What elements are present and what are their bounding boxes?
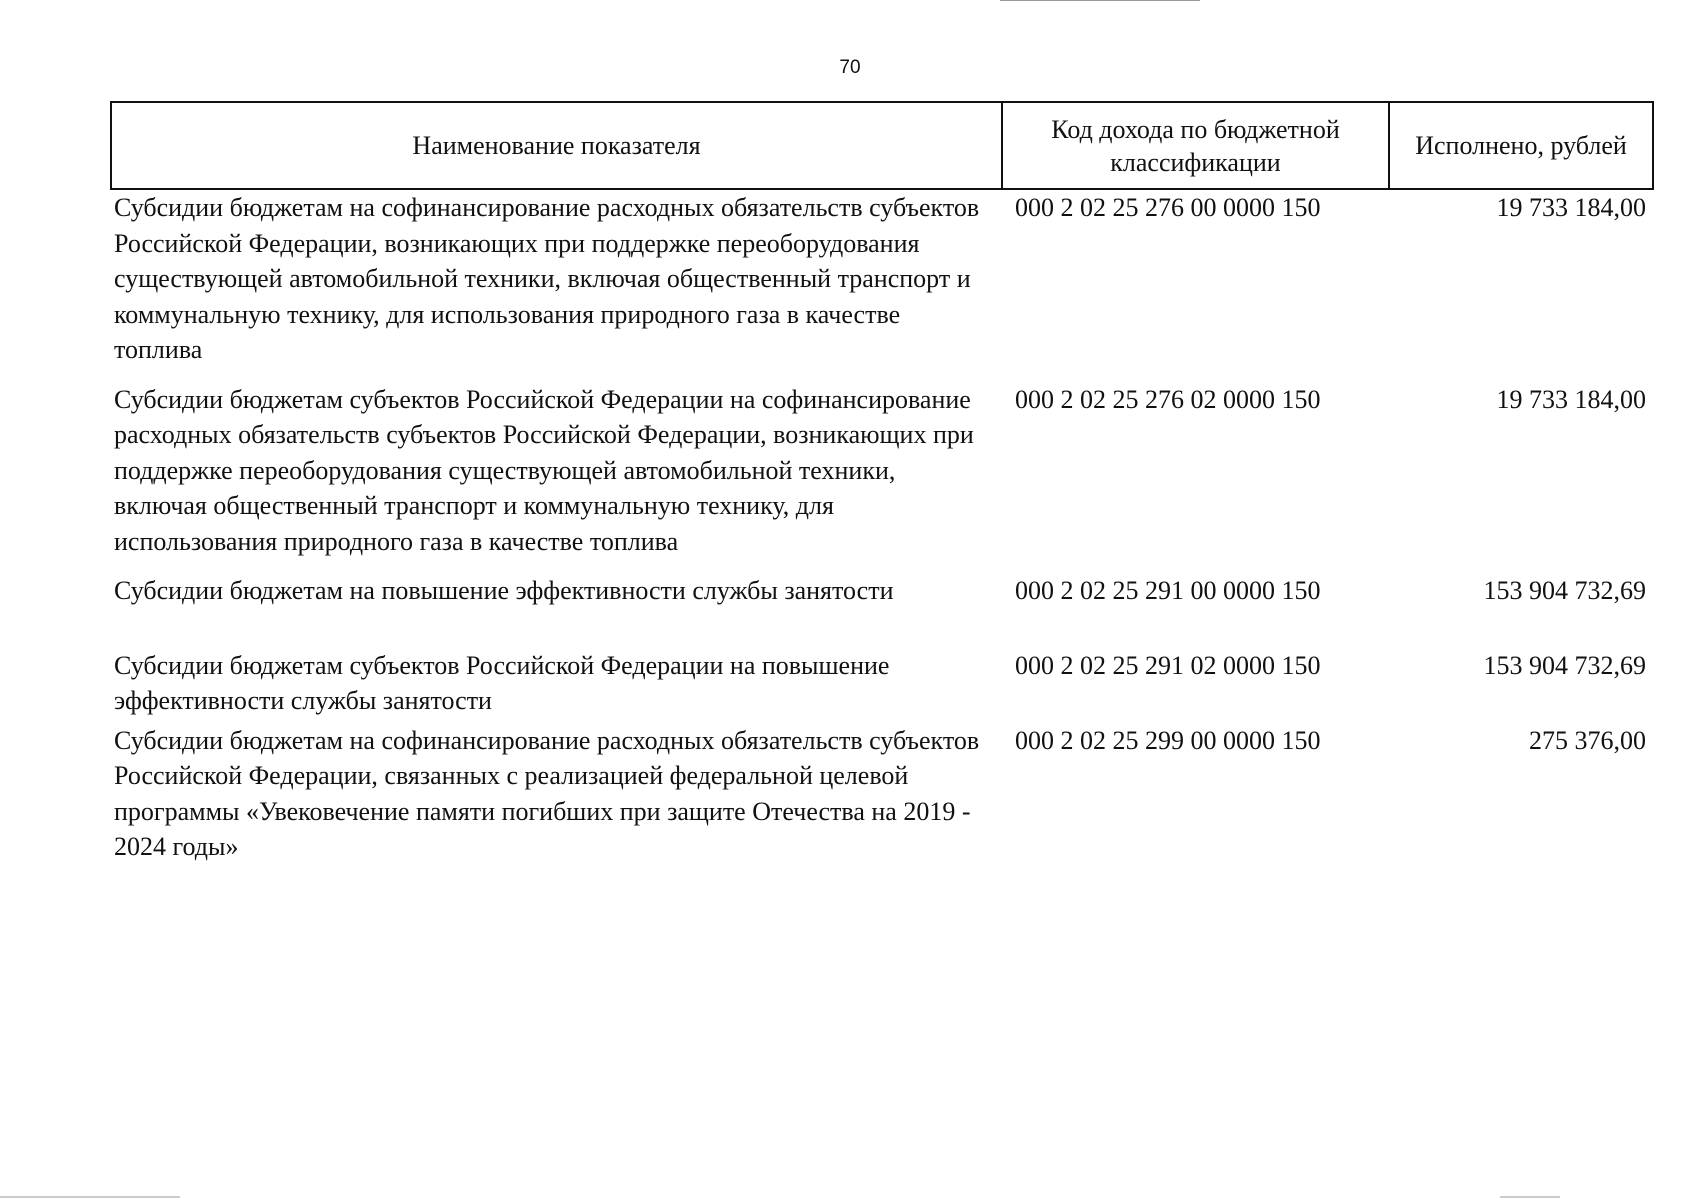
row-name: Субсидии бюджетам субъектов Российской Федерации на повышение эффективности службы занятости [114,650,890,715]
table-row [110,190,1654,368]
header-code: Код дохода по бюджетной классификации [1001,103,1388,188]
scan-artifact [1500,1196,1560,1198]
row-code: 000 2 02 25 299 00 0000 150 [1015,725,1321,755]
page-number: 70 [839,57,861,78]
row-code: 000 2 02 25 291 00 0000 150 [1015,576,1321,605]
row-amount: 275 376,00 [1529,725,1646,755]
scan-artifact [0,1196,180,1198]
table-header [110,101,1654,190]
row-amount: 19 733 184,00 [1496,384,1646,414]
row-name: Субсидии бюджетам на софинансирование расходных обязательств субъектов Российской Федерации, возникающих при поддержке переоборудования существующей автомобильной техники, включая общественный транспорт и коммунальную технику, для использования природного газа в качестве топлива [114,193,980,364]
row-name: Субсидии бюджетам субъектов Российской Федерации на софинансирование расходных обязательств субъектов Российской Федерации, возникающих при поддержке переоборудования существующей автомобильной техники, включая общественный транспорт и коммунальную технику, для использования природного газа в качестве топлива [114,384,974,556]
row-name: Субсидии бюджетам на повышение эффективности службы занятости [114,576,894,605]
header-amount: Исполнено, рублей [1388,103,1652,188]
row-code: 000 2 02 25 291 02 0000 150 [1015,650,1321,680]
row-code: 000 2 02 25 276 00 0000 150 [1015,193,1321,222]
revenue-table [110,101,1654,865]
table-row [110,648,1654,719]
row-amount: 153 904 732,69 [1483,650,1646,680]
row-amount: 19 733 184,00 [1496,193,1646,222]
row-name: Субсидии бюджетам на софинансирование расходных обязательств субъектов Российской Федерации, связанных с реализацией федеральной целевой программы «Увековечение памяти погибших при защите Отечества на 2019 - 2024 годы» [114,725,980,861]
row-amount: 153 904 732,69 [1483,576,1646,605]
table-row [110,723,1654,865]
table-row [110,573,1654,609]
header-name: Наименование показателя [412,131,701,160]
table-row [110,382,1654,560]
scan-artifact [1000,0,1200,1]
row-code: 000 2 02 25 276 02 0000 150 [1015,384,1321,414]
